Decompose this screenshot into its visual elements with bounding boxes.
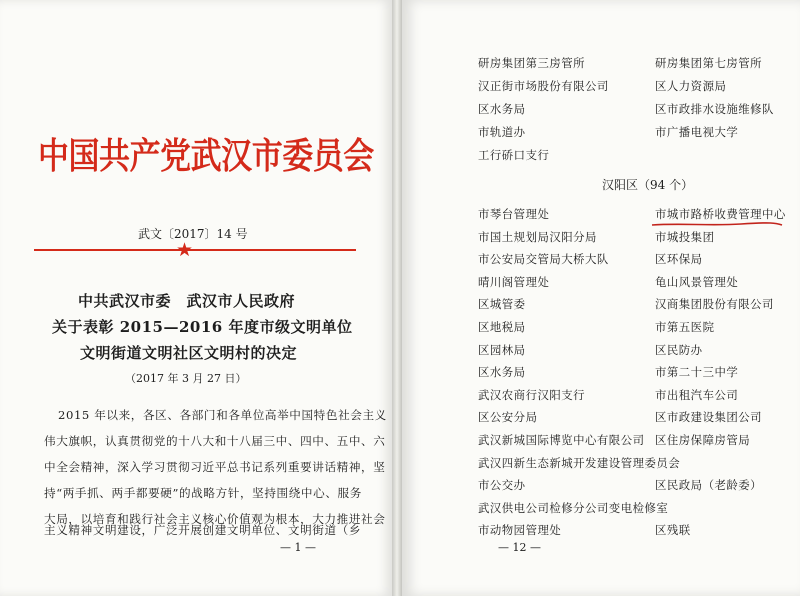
unit-entry: 区民政局（老龄委）: [655, 478, 763, 492]
unit-entry: 武汉新城国际博览中心有限公司: [478, 433, 645, 447]
unit-entry: 市公安局交管局大桥大队: [478, 252, 609, 266]
unit-entry: 武汉供电公司检修分公司变电检修室: [478, 501, 669, 515]
page-number-right: — 12 —: [498, 541, 541, 554]
masthead: 中国共产党武汉市委员会: [38, 136, 374, 177]
title-line-1: 中共武汉市委 武汉市人民政府: [78, 292, 296, 310]
title-line-2: 关于表彰 2015—2016 年度市级文明单位: [52, 318, 353, 336]
unit-entry: 汉正街市场股份有限公司: [478, 79, 609, 93]
book-gutter: [392, 0, 402, 596]
title-line-3: 文明街道文明社区文明村的决定: [80, 344, 298, 362]
document-date: （2017 年 3 月 27 日）: [125, 372, 247, 385]
unit-entry: 武汉农商行汉阳支行: [478, 388, 586, 402]
unit-entry: 市第五医院: [655, 320, 715, 334]
body-line-4: 持“两手抓、两手都要硬”的战略方针，坚持围绕中心、服务: [44, 486, 362, 500]
unit-entry: 区水务局: [478, 365, 526, 379]
unit-entry: 区地税局: [478, 320, 526, 334]
unit-entry: 汉商集团股份有限公司: [655, 297, 774, 311]
body-line-5: 大局，以培育和践行社会主义核心价值观为根本，大力推进社会: [44, 512, 386, 526]
unit-entry: 区城管委: [478, 297, 526, 311]
document-number: 武文〔2017〕14 号: [138, 227, 248, 241]
district-heading: 汉阳区（94 个）: [602, 178, 694, 192]
unit-entry: 市动物园管理处: [478, 523, 562, 537]
unit-entry: 区民防办: [655, 343, 703, 357]
unit-entry: 区公安分局: [478, 410, 538, 424]
unit-entry: 市城投集团: [655, 230, 715, 244]
unit-entry: 市公交办: [478, 478, 526, 492]
unit-entry: 区环保局: [655, 252, 703, 266]
unit-entry: 市国土规划局汉阳分局: [478, 230, 597, 244]
handwritten-underline: [651, 221, 783, 227]
unit-entry: 晴川阁管理处: [478, 275, 550, 289]
body-line-3: 中全会精神，深入学习贯彻习近平总书记系列重要讲话精神，坚: [44, 460, 386, 474]
unit-entry: 区住房保障房管局: [655, 433, 751, 447]
unit-entry: 区市政排水设施维修队: [655, 102, 774, 116]
star-icon: ★: [176, 239, 194, 261]
unit-entry: 工行硚口支行: [478, 148, 550, 162]
body-line-2: 伟大旗帜，认真贯彻党的十八大和十八届三中、四中、五中、六: [44, 434, 386, 448]
unit-entry: 区人力资源局: [655, 79, 727, 93]
unit-entry: 市广播电视大学: [655, 125, 739, 139]
unit-entry: 龟山风景管理处: [655, 275, 739, 289]
left-page: [0, 0, 392, 596]
unit-entry: 市第二十三中学: [655, 365, 739, 379]
unit-entry: 区园林局: [478, 343, 526, 357]
unit-entry: 武汉四新生态新城开发建设管理委员会: [478, 456, 681, 470]
unit-entry: 区残联: [655, 523, 691, 537]
unit-entry: 市城市路桥收费管理中心: [655, 207, 786, 221]
body-line-1: 2015 年以来，各区、各部门和各单位高举中国特色社会主义: [58, 408, 387, 422]
unit-entry: 研房集团第三房管所: [478, 56, 586, 70]
page-number: — 1 —: [280, 541, 316, 554]
unit-entry: 市琴台管理处: [478, 207, 550, 221]
unit-entry: 市轨道办: [478, 125, 526, 139]
body-line-6: 主义精神文明建设，广泛开展创建文明单位、文明街道（乡: [44, 523, 362, 537]
unit-entry: 区水务局: [478, 102, 526, 116]
unit-entry: 区市政建设集团公司: [655, 410, 763, 424]
red-rule-divider: [34, 249, 356, 251]
unit-entry: 研房集团第七房管所: [655, 56, 763, 70]
unit-entry: 市出租汽车公司: [655, 388, 739, 402]
